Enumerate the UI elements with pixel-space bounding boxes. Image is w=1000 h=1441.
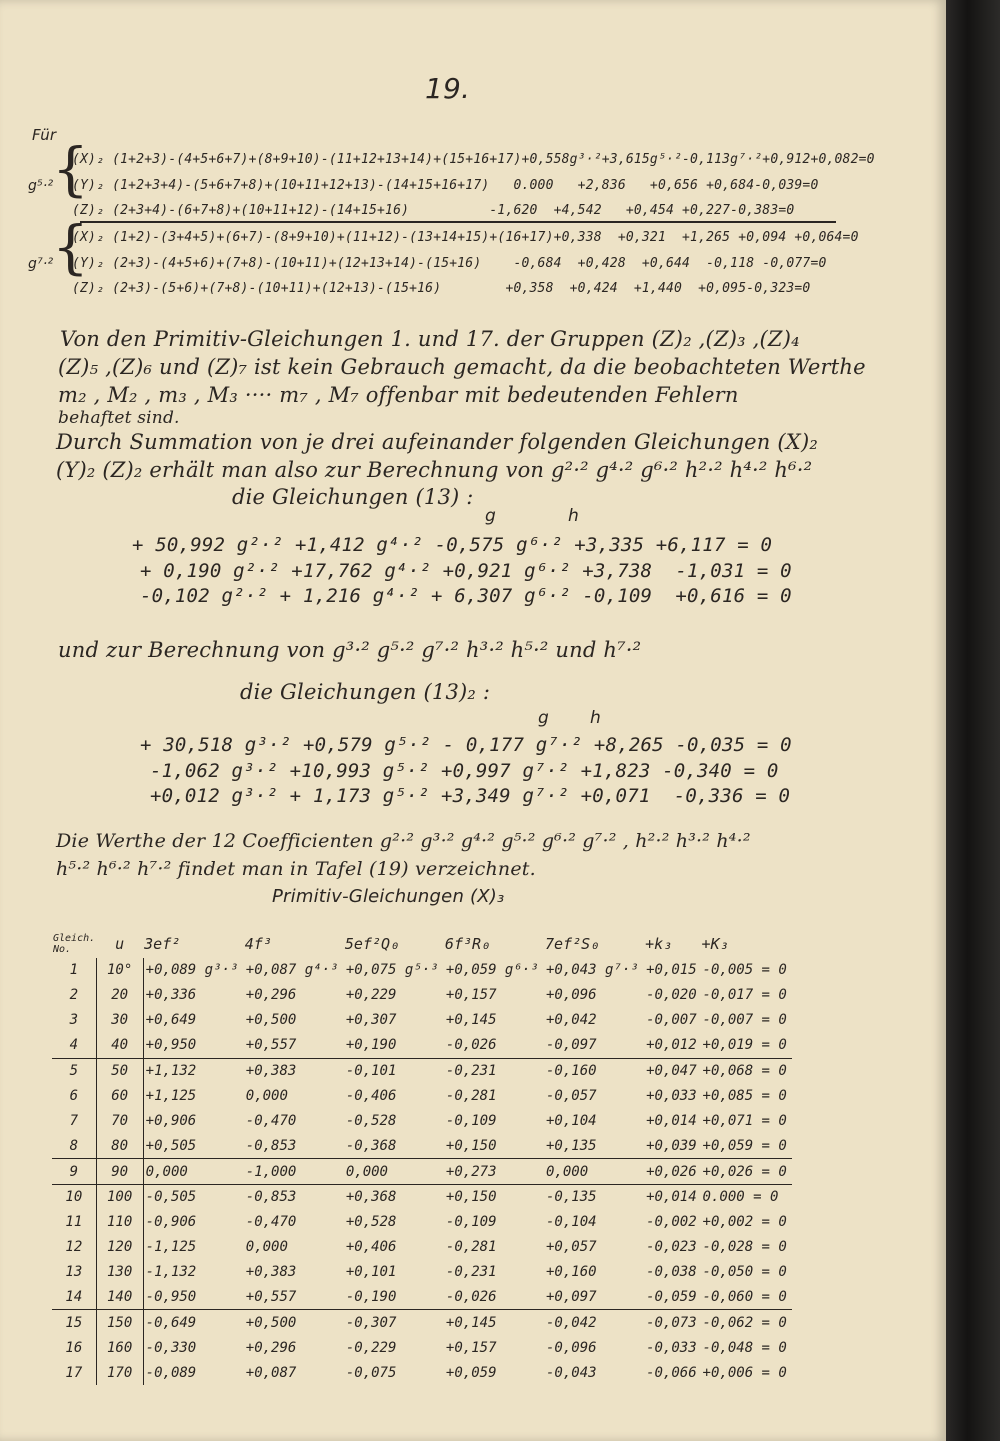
cell-c3: -0,190: [344, 1285, 444, 1310]
cell-c2: -0,853: [245, 1189, 297, 1206]
cell-c1: -0,505: [145, 1189, 197, 1206]
column-label-h: h: [568, 506, 579, 526]
cell-k3: -0,033: [646, 1339, 697, 1356]
cell-no: 13: [65, 1264, 83, 1281]
header-K3: +K₃: [701, 935, 729, 953]
cell-u: 40: [96, 1033, 143, 1058]
cell-K3: -0,007 = 0: [702, 1012, 787, 1029]
cell-u: 100: [96, 1185, 143, 1210]
table-row: [52, 958, 792, 983]
cell-c4: -0,281: [445, 1087, 497, 1104]
cell-c4: -0,281: [445, 1239, 497, 1256]
paragraph3-line1: und zur Berechnung von g³·² g⁵·² g⁷·² h³·² h⁵·² und h⁷·²: [58, 638, 642, 662]
cell-c5: +0,160: [546, 1264, 597, 1281]
cell-c4: +0,059: [445, 1364, 497, 1381]
cell-k3: +0,047: [646, 1063, 697, 1079]
system13-eq2: + 0,190 g²·² +17,762 g⁴·² +0,921 g⁶·² +3,738 -1,031 = 0: [140, 560, 792, 582]
table-row: [52, 1159, 792, 1185]
cell-c3: -0,406: [345, 1087, 397, 1104]
cell-u: 160: [96, 1335, 143, 1360]
cell-c4: +0,157: [445, 987, 497, 1004]
cell-no: 5: [69, 1063, 79, 1079]
cell-c2: -0,470: [245, 1214, 297, 1231]
cell-u: 70: [96, 1108, 143, 1133]
cell-K3: +0,068 = 0: [702, 1063, 787, 1079]
cell-K3: +0,059 = 0: [701, 1133, 792, 1158]
cell-no: 3: [69, 1012, 79, 1029]
paragraph4-line1: Die Werthe der 12 Coefficienten g²·² g³·² g⁴·² g⁵·² g⁶·² g⁷·² , h²·² h³·² h⁴·²: [56, 830, 751, 852]
cell-c4: +0,145: [445, 1314, 497, 1331]
cell-k3: -0,059: [644, 1285, 700, 1310]
table-row: [52, 1310, 792, 1335]
table-row: [52, 1058, 792, 1083]
cell-c2: +0,557: [244, 1285, 344, 1310]
cell-c3: +0,307: [345, 1012, 397, 1029]
table-row: [52, 1210, 792, 1235]
cell-c3: +0,190: [344, 1033, 444, 1058]
cell-u: 130: [96, 1260, 143, 1285]
cell-c3: 0,000: [344, 1159, 444, 1185]
cell-c4: -0,026: [444, 1285, 544, 1310]
cell-c4: +0,145: [445, 1012, 497, 1029]
cell-c5: +0,135: [544, 1133, 644, 1158]
cell-c5: 0,000: [544, 1159, 644, 1185]
cell-c3: -0,101: [345, 1063, 397, 1079]
cell-c4: -0,109: [445, 1112, 497, 1129]
table-row: [52, 1285, 792, 1310]
header-4f3: 4f³: [244, 935, 272, 953]
group1-row-y: (Y)₂ (1+2+3+4)-(5+6+7+8)+(10+11+12+13)-(14+15+16+17) 0.000 +2,836 +0,656 +0,684-0,039=0: [72, 178, 819, 193]
cell-u: 20: [96, 983, 143, 1008]
header-u: u: [115, 935, 125, 953]
cell-K3: 0.000 = 0: [702, 1189, 779, 1206]
cell-c2: -1,000: [244, 1159, 344, 1185]
cell-no: 10: [65, 1189, 83, 1206]
group1-brace: {: [52, 135, 89, 203]
column-label-g-2: g: [538, 708, 549, 728]
header-5ef2q0: 5ef²Q₀: [344, 935, 400, 953]
group2-coef-label: g⁷·²: [28, 256, 54, 272]
cell-c1: +0,336: [145, 987, 197, 1004]
cell-k3: -0,023: [646, 1239, 697, 1256]
cell-c1: +0,505: [143, 1133, 244, 1158]
header-6f3r0: 6f³R₀: [444, 935, 491, 953]
cell-c3: -0,307: [345, 1314, 397, 1331]
cell-c5: -0,135: [546, 1189, 597, 1206]
cell-c2: +0,087: [245, 1364, 297, 1381]
cell-K3: +0,085 = 0: [702, 1087, 787, 1104]
cell-c4: +0,150: [445, 1189, 497, 1206]
cell-c5: +0,104: [546, 1112, 597, 1129]
cell-c1: -0,330: [145, 1339, 197, 1356]
cell-c3: -0,075: [345, 1364, 397, 1381]
cell-no: 2: [69, 987, 79, 1004]
cell-c2: -0,853: [244, 1133, 344, 1158]
cell-c2: +0,087 g⁴·³: [245, 962, 339, 979]
cell-c1: -1,132: [145, 1264, 197, 1281]
cell-c2: +0,383: [245, 1063, 297, 1079]
cell-K3: +0,026 = 0: [701, 1159, 792, 1185]
cell-K3: -0,005 = 0: [702, 962, 787, 979]
cell-c2: +0,296: [245, 987, 297, 1004]
cell-c5: -0,096: [546, 1339, 597, 1356]
table-title: Primitiv-Gleichungen (X)₃: [272, 886, 505, 907]
cell-k3: +0,039: [644, 1133, 700, 1158]
header-3ef2: 3ef²: [144, 935, 181, 953]
system13-eq1: + 50,992 g²·² +1,412 g⁴·² -0,575 g⁶·² +3,335 +6,117 = 0: [132, 534, 773, 556]
cell-k3: +0,014: [646, 1189, 697, 1206]
cell-c4: +0,059 g⁶·³: [445, 962, 539, 979]
cell-k3: +0,026: [644, 1159, 700, 1185]
cell-u: 30: [96, 1008, 143, 1033]
cell-no: 1: [69, 962, 79, 979]
cell-no: 15: [65, 1314, 83, 1331]
cell-no: 9: [52, 1159, 96, 1185]
paragraph1-line4: behaftet sind.: [58, 408, 180, 428]
cell-no: 11: [65, 1214, 83, 1231]
cell-c1: +0,906: [145, 1112, 197, 1129]
cell-u: 10°: [96, 958, 143, 983]
cell-k3: +0,033: [646, 1087, 697, 1104]
group1-row-z: (Z)₂ (2+3+4)-(6+7+8)+(10+11+12)-(14+15+16) -1,620 +4,542 +0,454 +0,227-0,383=0: [72, 203, 795, 218]
page-number: 19.: [425, 72, 471, 105]
table-header-row: [52, 930, 792, 958]
cell-no: 8: [52, 1133, 96, 1158]
cell-u: 50: [96, 1058, 143, 1083]
cell-c1: +0,649: [145, 1012, 197, 1029]
table-row: [52, 1083, 792, 1108]
cell-k3: +0,014: [646, 1112, 697, 1129]
cell-K3: -0,060 = 0: [701, 1285, 792, 1310]
cell-k3: -0,038: [646, 1264, 697, 1281]
cell-no: 7: [69, 1112, 79, 1129]
cell-c5: -0,042: [546, 1314, 597, 1331]
cell-c5: -0,160: [546, 1063, 597, 1079]
cell-c3: +0,528: [345, 1214, 397, 1231]
cell-K3: +0,019 = 0: [701, 1033, 792, 1058]
table-row: [52, 1360, 792, 1385]
cell-c2: 0,000: [245, 1087, 288, 1104]
group1-coef-label: g⁵·²: [28, 178, 54, 194]
cell-k3: -0,007: [646, 1012, 697, 1029]
table-row: [52, 1335, 792, 1360]
coefficient-table: [52, 930, 792, 1385]
cell-c2: +0,557: [244, 1033, 344, 1058]
cell-k3: +0,012: [644, 1033, 700, 1058]
cell-no: 16: [65, 1339, 83, 1356]
cell-u: 120: [96, 1235, 143, 1260]
column-label-g: g: [485, 506, 496, 526]
header-7ef2s0: 7ef²S₀: [545, 935, 600, 953]
cell-K3: +0,071 = 0: [702, 1112, 787, 1129]
group2-row-z: (Z)₂ (2+3)-(5+6)+(7+8)-(10+11)+(12+13)-(15+16) +0,358 +0,424 +1,440 +0,095-0,323=0: [72, 281, 811, 296]
cell-k3: -0,066: [646, 1364, 697, 1381]
cell-c5: -0,104: [546, 1214, 597, 1231]
paragraph1-line1: Von den Primitiv-Gleichungen 1. und 17. der Gruppen (Z)₂ ,(Z)₃ ,(Z)₄: [60, 327, 800, 351]
paragraph1-line2: (Z)₅ ,(Z)₆ und (Z)₇ ist kein Gebrauch gemacht, da die beobachteten Werthe: [58, 355, 866, 379]
cell-c1: -1,125: [145, 1239, 197, 1256]
cell-c5: +0,096: [546, 987, 597, 1004]
cell-no: 6: [69, 1087, 79, 1104]
cell-c1: -0,906: [145, 1214, 197, 1231]
cell-K3: -0,062 = 0: [702, 1314, 787, 1331]
group2-row-x: (X)₂ (1+2)-(3+4+5)+(6+7)-(8+9+10)+(11+12)-(13+14+15)+(16+17)+0,338 +0,321 +1,265 +0,094 +0,064=0: [72, 230, 859, 245]
system13b-eq3: +0,012 g³·² + 1,173 g⁵·² +3,349 g⁷·² +0,071 -0,336 = 0: [150, 785, 791, 807]
cell-c1: -0,089: [145, 1364, 197, 1381]
cell-c4: -0,026: [444, 1033, 544, 1058]
cell-c3: +0,406: [345, 1239, 397, 1256]
table-row: [52, 1260, 792, 1285]
cell-c2: -0,470: [245, 1112, 297, 1129]
cell-K3: -0,050 = 0: [702, 1264, 787, 1281]
group2-brace: {: [52, 213, 89, 281]
cell-K3: +0,002 = 0: [702, 1214, 787, 1231]
cell-c4: +0,150: [444, 1133, 544, 1158]
cell-c2: +0,500: [245, 1314, 297, 1331]
header-gleich: Gleich. No.: [53, 933, 96, 955]
group1-row-x: (X)₂ (1+2+3)-(4+5+6+7)+(8+9+10)-(11+12+13+14)+(15+16+17)+0,558g³·²+3,615g⁵·²-0,113g⁷·²+0,912+0,082=0: [72, 152, 875, 167]
cell-c5: +0,042: [546, 1012, 597, 1029]
cell-c1: -0,950: [143, 1285, 244, 1310]
table-row: [52, 1033, 792, 1058]
column-label-h-2: h: [590, 708, 601, 728]
cell-c4: -0,231: [445, 1264, 497, 1281]
cell-c1: +0,089 g³·³: [145, 962, 239, 979]
system13b-eq2: -1,062 g³·² +10,993 g⁵·² +0,997 g⁷·² +1,823 -0,340 = 0: [150, 760, 779, 782]
cell-u: 140: [96, 1285, 143, 1310]
system13b-eq1: + 30,518 g³·² +0,579 g⁵·² - 0,177 g⁷·² +8,265 -0,035 = 0: [140, 734, 792, 756]
cell-u: 60: [96, 1083, 143, 1108]
table-row: [52, 1108, 792, 1133]
cell-u: 150: [96, 1310, 143, 1335]
paragraph3-line2: die Gleichungen (13)₂ :: [240, 680, 491, 704]
cell-k3: +0,015: [646, 962, 697, 979]
cell-K3: -0,028 = 0: [702, 1239, 787, 1256]
cell-k3: -0,020: [646, 987, 697, 1004]
table-row: [52, 1008, 792, 1033]
cell-c5: +0,043 g⁷·³: [546, 962, 639, 979]
cell-no: 17: [65, 1364, 83, 1381]
cell-c5: +0,097: [544, 1285, 644, 1310]
table-row: [52, 1133, 792, 1158]
cell-c3: -0,229: [345, 1339, 397, 1356]
label-fur: Für: [32, 126, 57, 144]
cell-K3: -0,017 = 0: [702, 987, 787, 1004]
book-binding-edge: [946, 0, 1000, 1441]
cell-c4: -0,109: [445, 1214, 497, 1231]
cell-c3: +0,229: [345, 987, 397, 1004]
header-k3: +k₃: [645, 935, 673, 953]
cell-no: 12: [65, 1239, 83, 1256]
cell-no: 14: [52, 1285, 96, 1310]
group2-row-y: (Y)₂ (2+3)-(4+5+6)+(7+8)-(10+11)+(12+13+14)-(15+16) -0,684 +0,428 +0,644 -0,118 -0,077=0: [72, 256, 827, 271]
table-row: [52, 1185, 792, 1210]
cell-K3: +0,006 = 0: [702, 1364, 787, 1381]
paragraph4-line2: h⁵·² h⁶·² h⁷·² findet man in Tafel (19) verzeichnet.: [56, 858, 536, 880]
cell-no: 4: [52, 1033, 96, 1058]
table-row: [52, 1235, 792, 1260]
cell-c3: +0,075 g⁵·³: [345, 962, 439, 979]
system13-eq3: -0,102 g²·² + 1,216 g⁴·² + 6,307 g⁶·² -0,109 +0,616 = 0: [140, 585, 792, 607]
cell-c3: -0,368: [344, 1133, 444, 1158]
cell-c1: +1,125: [145, 1087, 197, 1104]
cell-c1: 0,000: [143, 1159, 244, 1185]
cell-k3: -0,002: [646, 1214, 697, 1231]
cell-c5: +0,057: [546, 1239, 597, 1256]
paragraph2-line1: Durch Summation von je drei aufeinander folgenden Gleichungen (X)₂: [56, 430, 818, 454]
group-divider: [80, 221, 836, 223]
cell-u: 90: [96, 1159, 143, 1185]
table-row: [52, 983, 792, 1008]
cell-k3: -0,073: [646, 1314, 697, 1331]
cell-c2: +0,383: [245, 1264, 297, 1281]
cell-u: 80: [96, 1133, 143, 1158]
cell-c1: -0,649: [145, 1314, 197, 1331]
cell-c1: +0,950: [143, 1033, 244, 1058]
cell-u: 170: [96, 1360, 143, 1385]
cell-c5: -0,043: [546, 1364, 597, 1381]
paragraph2-line3: die Gleichungen (13) :: [232, 485, 474, 509]
cell-c1: +1,132: [145, 1063, 197, 1079]
cell-u: 110: [96, 1210, 143, 1235]
cell-c4: -0,231: [445, 1063, 497, 1079]
paragraph1-line3: m₂ , M₂ , m₃ , M₃ ···· m₇ , M₇ offenbar mit bedeutenden Fehlern: [58, 383, 739, 407]
cell-c2: +0,500: [245, 1012, 297, 1029]
cell-c2: 0,000: [245, 1239, 288, 1256]
cell-c5: -0,057: [546, 1087, 597, 1104]
cell-K3: -0,048 = 0: [702, 1339, 787, 1356]
cell-c3: +0,368: [345, 1189, 397, 1206]
cell-c3: +0,101: [345, 1264, 397, 1281]
paragraph2-line2: (Y)₂ (Z)₂ erhält man also zur Berechnung von g²·² g⁴·² g⁶·² h²·² h⁴·² h⁶·²: [56, 458, 813, 482]
cell-c2: +0,296: [245, 1339, 297, 1356]
cell-c3: -0,528: [345, 1112, 397, 1129]
cell-c5: -0,097: [544, 1033, 644, 1058]
cell-c4: +0,157: [445, 1339, 497, 1356]
cell-c4: +0,273: [444, 1159, 544, 1185]
